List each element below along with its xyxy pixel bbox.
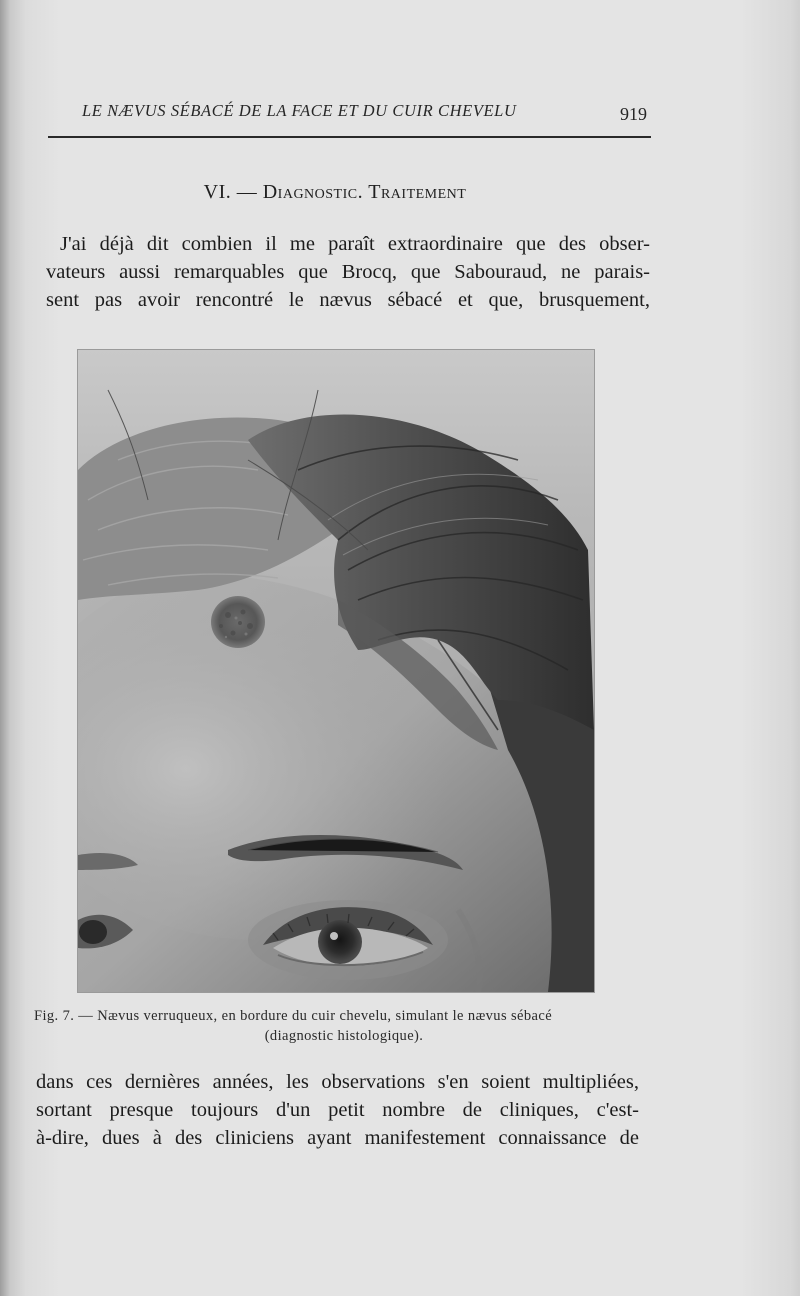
text-line: sent pas avoir rencontré le nævus sébacé et que, brusquement, xyxy=(46,289,650,311)
section-heading: VI. — Diagnostic. Traitement xyxy=(203,181,467,203)
caption-line: (diagnostic histologique). xyxy=(264,1028,424,1044)
text-line: sortant presque toujours d'un petit nombre de cliniques, c'est- xyxy=(36,1099,639,1121)
paragraph-top xyxy=(46,230,650,314)
text-line: à-dire, dues à des cliniciens ayant manifestement connaissance de xyxy=(36,1127,639,1149)
running-head: LE NÆVUS SÉBACÉ DE LA FACE ET DU CUIR CHEVELU xyxy=(82,101,517,120)
figure-caption xyxy=(34,1006,644,1046)
caption-line: Fig. 7. — Nævus verruqueux, en bordure du cuir chevelu, simulant le nævus sébacé xyxy=(34,1008,553,1024)
page-number: 919 xyxy=(620,104,647,124)
header-rule xyxy=(48,136,651,138)
text-line: J'ai déjà dit combien il me paraît extraordinaire que des obser- xyxy=(60,233,650,255)
text-line: dans ces dernières années, les observations s'en soient multipliées, xyxy=(36,1071,639,1093)
clinical-photograph xyxy=(78,350,594,992)
paragraph-bottom xyxy=(36,1068,639,1152)
text-line: vateurs aussi remarquables que Brocq, que Sabouraud, ne parais- xyxy=(46,261,650,283)
